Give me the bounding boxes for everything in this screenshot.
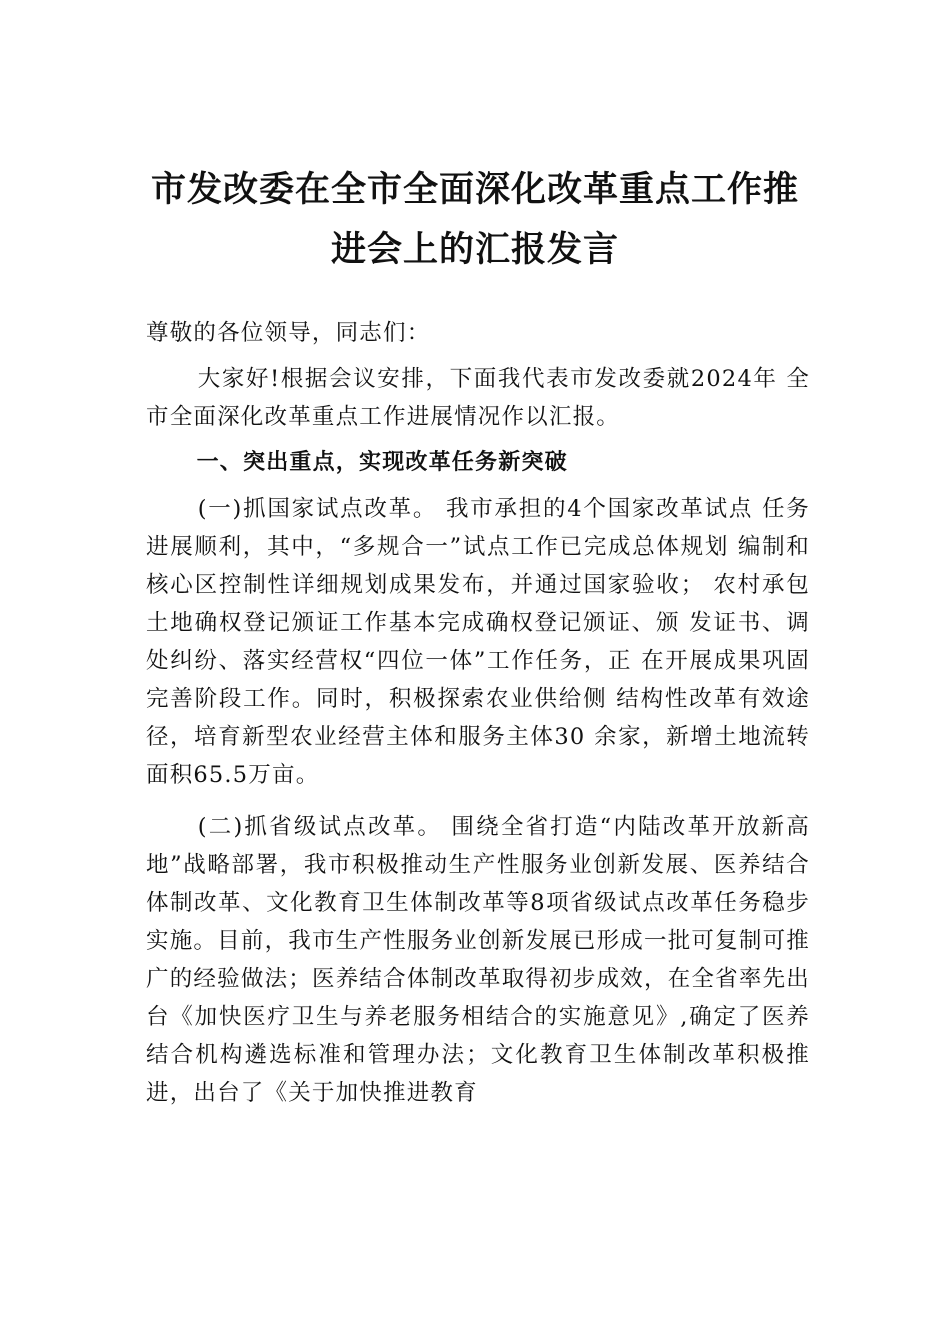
title-line-2: 进会上的汇报发言 xyxy=(330,230,619,270)
document-body xyxy=(146,314,810,1112)
paragraph-provincial-pilot xyxy=(146,808,810,1112)
intro-paragraph: 大家好!根据会议安排，下面我代表市发改委就2024年 全市全面深化改革重点工作进展情况作以汇报。 xyxy=(146,366,810,430)
document-title xyxy=(140,160,810,280)
paragraph-national-pilot xyxy=(146,490,810,794)
paragraph-text-provincial: 围绕全省打造“内陆改革开放新高地”战略部署，我市积极推动生产性服务业创新发展、医养结合体制改革、文化教育卫生体制改革等8项省级试点改革任务稳步实施。目前，我市生产性服务业创新发展已形成一批可复制可推广的经验做法；医养结合体制改革取得初步成效，在全省率先出台《加快医疗卫生与养老服务相结合的实施意见》,确定了医养结合机构遴选标准和管理办法；文化教育卫生体制改革积极推进，出台了《关于加快推进教育 xyxy=(146,814,810,1106)
paragraph-lead-national: (一)抓国家试点改革。 xyxy=(197,496,438,522)
paragraph-lead-provincial: (二)抓省级试点改革。 xyxy=(197,814,443,840)
title-line-1: 市发改委在全市全面深化改革重点工作推 xyxy=(150,170,799,210)
paragraph-text-national: 我市承担的4个国家改革试点 任务进展顺利，其中，“多规合一”试点工作已完成总体规划 编制和核心区控制性详细规划成果发布，并通过国家验收； 农村承包土地确权登记颁证工作基本完成确权登记颁证、颁 发证书、调处纠纷、落实经营权“四位一体”工作任务，正 在开展成果巩固完善阶段工作。同时，积极探索农业供给侧 结构性改革有效途径，培育新型农业经营主体和服务主体30 余家，新增土地流转面积65.5万亩。 xyxy=(146,496,810,788)
salutation: 尊敬的各位领导，同志们： xyxy=(146,320,431,346)
section-heading-1: 一、突出重点，实现改革任务新突破 xyxy=(196,450,568,475)
